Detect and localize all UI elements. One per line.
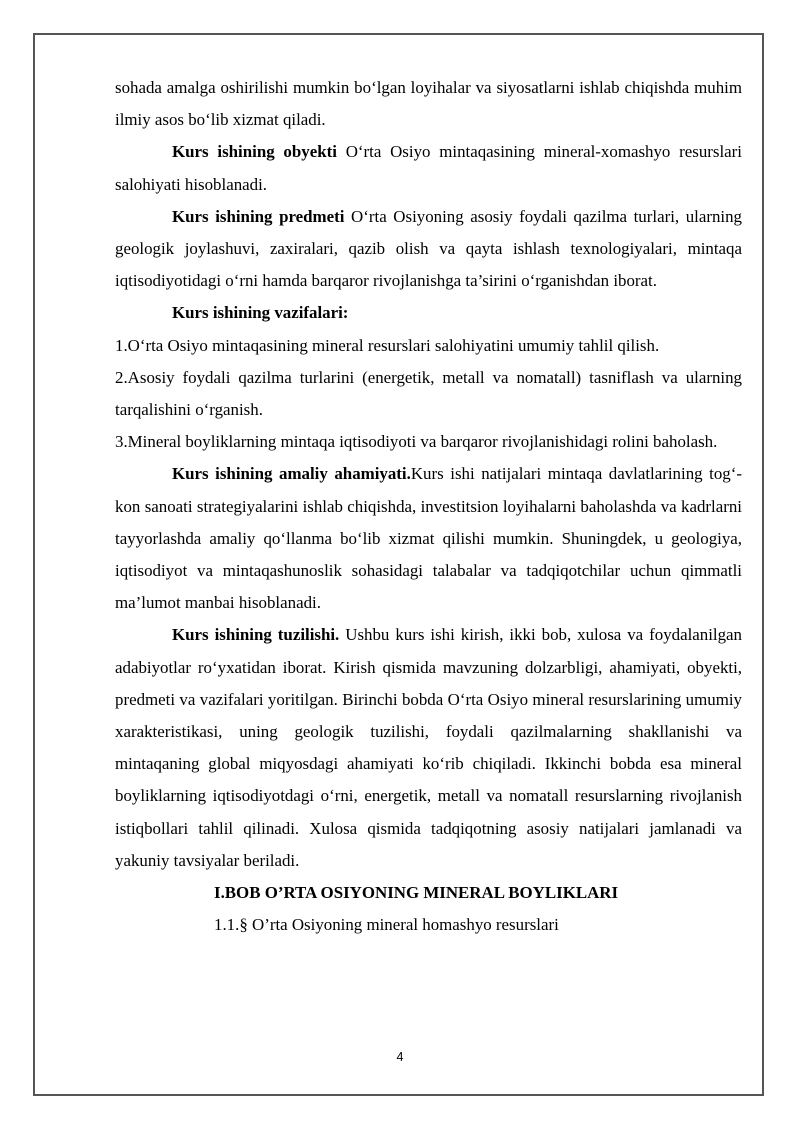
course-structure-text: Ushbu kurs ishi kirish, ikki bob, xulosa va foydalanilgan adabiyotlar ro‘yxatidan iborat. Kirish qismida mavzuning dolzarbligi, ahamiyati, obyekti, predmeti va vazifalari yoritilgan. Birinchi bobda O‘rta Osiyo mineral resurslarining umumiy xarakteristikasi, uning geologik tuzilishi, foydali qazilmalarning shakllanishi va mintaqaning global miqyosdagi ahamiyati ko‘rib chiqiladi. Ikkinchi bobda esa mineral boyliklarning iqtisodiyotdagi o‘rni, energetik, metall va nomatall resurslarning rivojlanish istiqbollari tahlil qilinadi. Xulosa qismida tadqiqotning asosiy natijalari jamlanadi va yakuniy tavsiyalar beriladi. — [115, 625, 742, 870]
page-number: 4 — [396, 1050, 404, 1064]
section-heading: 1.1.§ O’rta Osiyoning mineral homashyo resurslari — [214, 915, 559, 935]
practical-significance-text: Kurs ishi natijalari mintaqa davlatlarining tog‘-kon sanoati strategiyalarini ishlab chiqishda, investitsion loyihalarni baholashda va kadrlarni tayyorlashda amaliy qo‘llanma bo‘lib xizmat qilishi mumkin. Shuningdek, u geologiya, iqtisodiyot va mintaqashunoslik sohasidagi talabalar va tadqiqotchilar uchun qimmatli ma’lumot manbai hisoblanadi. — [115, 464, 742, 613]
course-structure-label: Kurs ishining tuzilishi. — [172, 625, 340, 645]
course-structure-paragraph — [115, 619, 742, 877]
task-item-2: 2.Asosiy foydali qazilma turlarini (energetik, metall va nomatall) tasniflash va ularning tarqalishini o‘rganish. — [115, 367, 742, 420]
course-tasks-heading — [115, 297, 742, 329]
chapter-heading: I.BOB O’RTA OSIYONING MINERAL BOYLIKLARI — [214, 883, 619, 903]
course-object-label: Kurs ishining obyekti — [172, 142, 337, 162]
practical-significance-paragraph — [115, 458, 742, 619]
course-tasks-label: Kurs ishining vazifalari: — [172, 303, 349, 323]
practical-significance-label: Kurs ishining amaliy ahamiyati. — [172, 464, 411, 484]
course-object-paragraph — [115, 136, 742, 200]
task-item-1: 1.O‘rta Osiyo mintaqasining mineral resurslari salohiyatini umumiy tahlil qilish. — [115, 335, 660, 355]
document-body — [115, 72, 742, 941]
intro-continuation-paragraph: sohada amalga oshirilishi mumkin bo‘lgan loyihalar va siyosatlarni ishlab chiqishda muhim ilmiy asos bo‘lib xizmat qiladi. — [115, 78, 742, 130]
task-item-3: 3.Mineral boyliklarning mintaqa iqtisodiyoti va barqaror rivojlanishidagi rolini baholash. — [115, 432, 718, 452]
course-subject-text: O‘rta Osiyoning asosiy foydali qazilma turlari, ularning geologik joylashuvi, zaxiralari, qazib olish va qayta ishlash texnologiyalari, mintaqa iqtisodiyotidagi o‘rni hamda barqaror rivojlanishga ta’sirini o‘rganishdan iborat. — [115, 206, 743, 291]
course-subject-paragraph — [115, 201, 742, 298]
course-object-text: O‘rta Osiyo mintaqasining mineral-xomashyo resurslari salohiyati hisoblanadi. — [115, 142, 742, 194]
course-subject-label: Kurs ishining predmeti — [172, 206, 345, 226]
